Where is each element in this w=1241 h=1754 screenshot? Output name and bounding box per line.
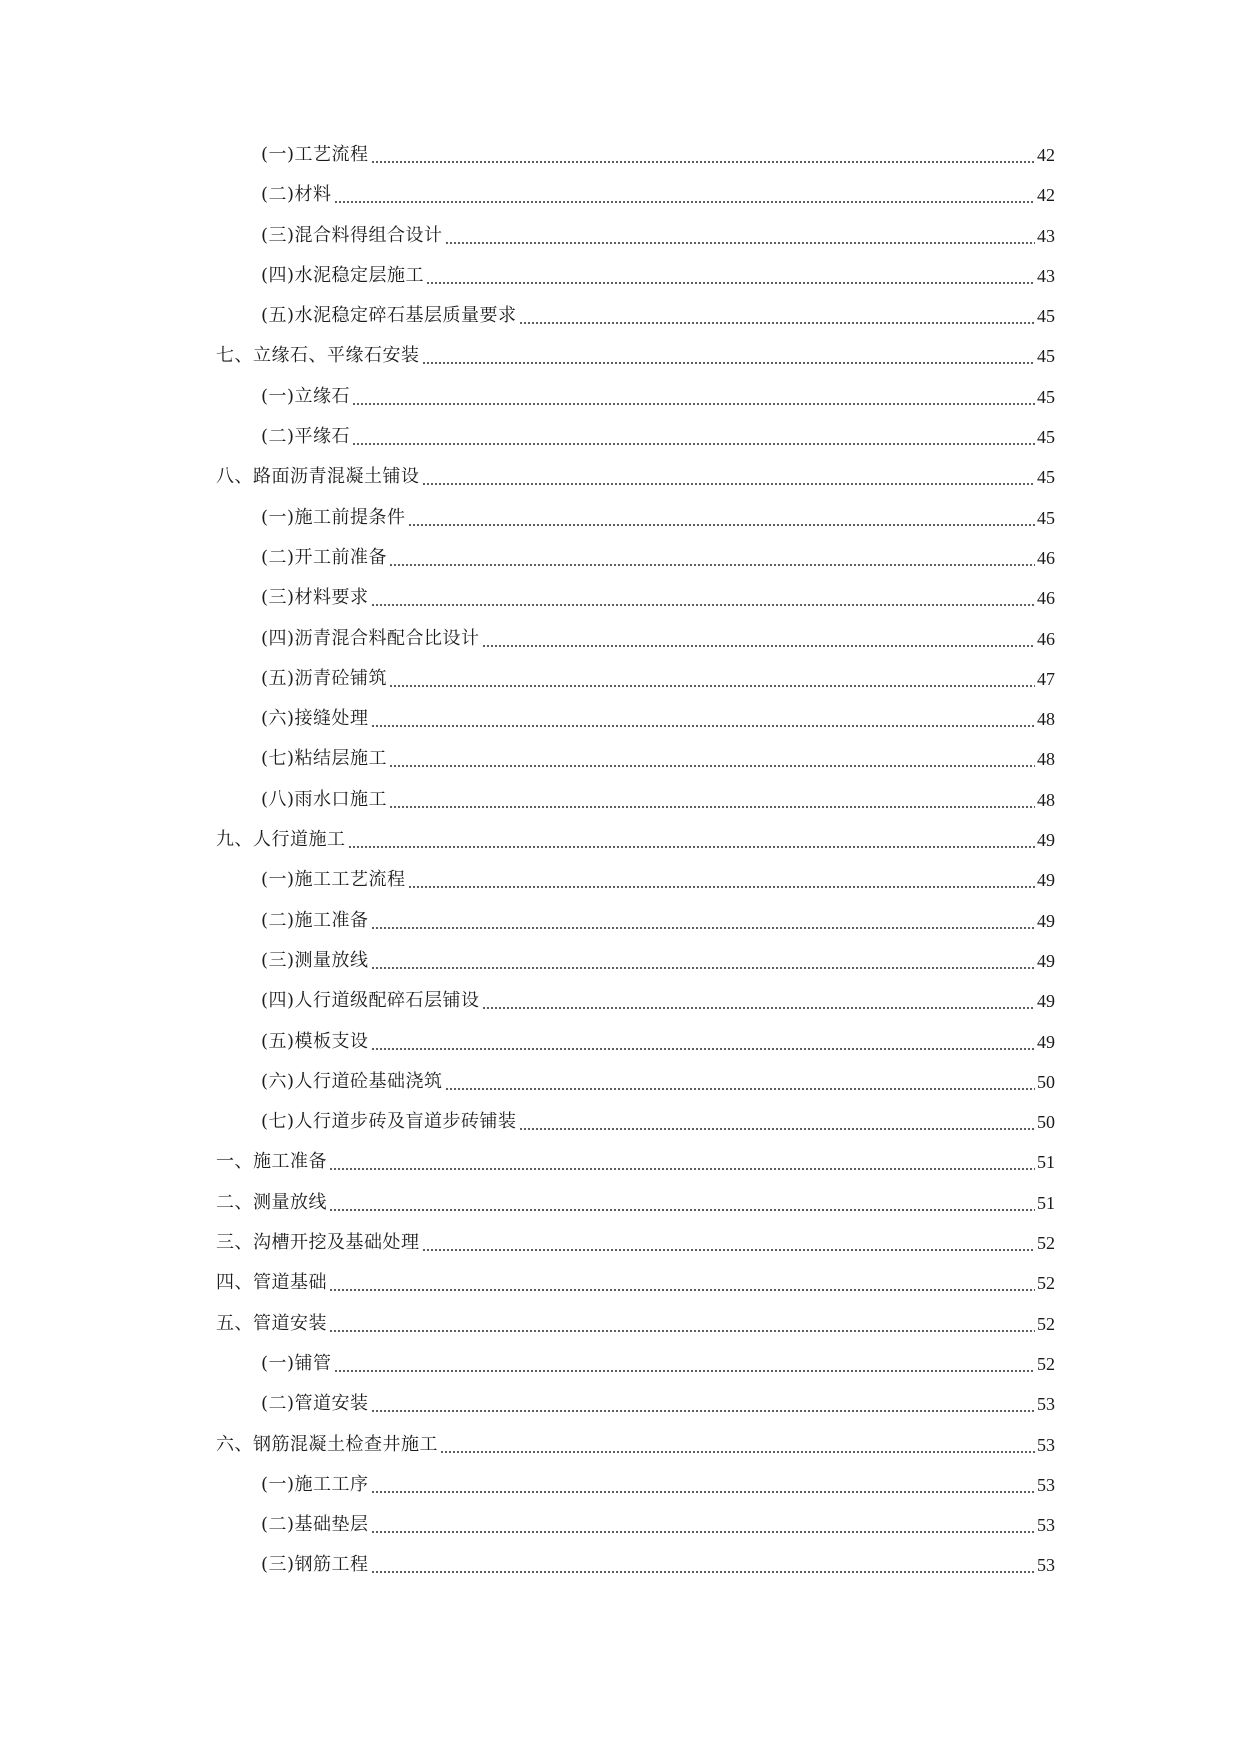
toc-entry-page-number: 45 — [1037, 346, 1055, 367]
toc-entry-title: 七、立缘石、平缘石安装 — [216, 345, 420, 367]
dot-leader — [422, 465, 1036, 489]
toc-entry-title: (二)平缘石 — [261, 426, 351, 448]
dot-leader — [348, 828, 1036, 852]
toc-subsection-entry[interactable] — [0, 868, 1241, 908]
toc-entry-title: (四)人行道级配碎石层铺设 — [261, 990, 480, 1012]
toc-section-entry[interactable] — [0, 1271, 1241, 1311]
toc-subsection-entry[interactable] — [0, 909, 1241, 949]
dot-leader — [440, 1433, 1035, 1457]
toc-entry-page-number: 43 — [1037, 225, 1055, 246]
dot-leader — [389, 546, 1035, 570]
dot-leader — [329, 1191, 1035, 1215]
toc-entry-page-number: 49 — [1037, 991, 1055, 1012]
dot-leader — [371, 949, 1035, 973]
dot-leader — [329, 1271, 1035, 1295]
toc-entry-page-number: 50 — [1037, 1112, 1055, 1133]
toc-entry-page-number: 53 — [1037, 1515, 1055, 1536]
toc-entry-page-number: 53 — [1037, 1474, 1055, 1495]
toc-entry-title: (五)水泥稳定碎石基层质量要求 — [261, 305, 517, 327]
toc-entry-page-number: 49 — [1037, 910, 1055, 931]
dot-leader — [422, 1231, 1036, 1255]
toc-entry-title: (一)施工工艺流程 — [261, 869, 406, 891]
toc-section-entry[interactable] — [0, 1433, 1241, 1473]
toc-subsection-entry[interactable] — [0, 546, 1241, 586]
toc-entry-page-number: 45 — [1037, 467, 1055, 488]
dot-leader — [519, 304, 1035, 328]
toc-subsection-entry[interactable] — [0, 506, 1241, 546]
toc-entry-page-number: 53 — [1037, 1434, 1055, 1455]
toc-entry-page-number: 49 — [1037, 1031, 1055, 1052]
dot-leader — [389, 788, 1035, 812]
dot-leader — [422, 344, 1036, 368]
toc-subsection-entry[interactable] — [0, 989, 1241, 1029]
toc-entry-title: (七)粘结层施工 — [261, 748, 388, 770]
toc-entry-title: (一)施工前提条件 — [261, 506, 406, 528]
toc-entry-title: (一)立缘石 — [261, 385, 351, 407]
toc-entry-page-number: 52 — [1037, 1313, 1055, 1334]
dot-leader — [371, 1392, 1035, 1416]
toc-subsection-entry[interactable] — [0, 747, 1241, 787]
toc-section-entry[interactable] — [0, 1231, 1241, 1271]
toc-entry-page-number: 43 — [1037, 265, 1055, 286]
toc-subsection-entry[interactable] — [0, 143, 1241, 183]
toc-entry-page-number: 51 — [1037, 1152, 1055, 1173]
toc-section-entry[interactable] — [0, 1312, 1241, 1352]
toc-entry-title: (五)沥青砼铺筑 — [261, 667, 388, 689]
toc-entry-title: (八)雨水口施工 — [261, 788, 388, 810]
toc-entry-title: 六、钢筋混凝土检查井施工 — [216, 1433, 438, 1455]
toc-section-entry[interactable] — [0, 465, 1241, 505]
toc-entry-page-number: 46 — [1037, 628, 1055, 649]
toc-entry-title: 九、人行道施工 — [216, 829, 346, 851]
toc-entry-title: (三)钢筋工程 — [261, 1554, 369, 1576]
toc-entry-page-number: 45 — [1037, 386, 1055, 407]
toc-entry-title: 一、施工准备 — [216, 1151, 327, 1173]
toc-subsection-entry[interactable] — [0, 627, 1241, 667]
toc-entry-title: (三)测量放线 — [261, 949, 369, 971]
dot-leader — [389, 667, 1035, 691]
toc-entry-page-number: 48 — [1037, 709, 1055, 730]
toc-entry-page-number: 48 — [1037, 749, 1055, 770]
dot-leader — [426, 264, 1035, 288]
toc-subsection-entry[interactable] — [0, 304, 1241, 344]
dot-leader — [371, 1513, 1035, 1537]
table-of-contents — [0, 143, 1241, 1594]
toc-section-entry[interactable] — [0, 828, 1241, 868]
toc-entry-title: (二)管道安装 — [261, 1393, 369, 1415]
toc-entry-title: (六)接缝处理 — [261, 708, 369, 730]
dot-leader — [352, 385, 1035, 409]
dot-leader — [329, 1312, 1035, 1336]
dot-leader — [482, 627, 1035, 651]
dot-leader — [334, 1352, 1035, 1376]
toc-subsection-entry[interactable] — [0, 224, 1241, 264]
toc-entry-title: (七)人行道步砖及盲道步砖铺装 — [261, 1111, 517, 1133]
dot-leader — [371, 1553, 1035, 1577]
toc-entry-page-number: 49 — [1037, 950, 1055, 971]
toc-entry-page-number: 45 — [1037, 427, 1055, 448]
toc-entry-page-number: 52 — [1037, 1233, 1055, 1254]
toc-entry-page-number: 42 — [1037, 185, 1055, 206]
toc-entry-page-number: 47 — [1037, 668, 1055, 689]
toc-entry-title: (四)水泥稳定层施工 — [261, 264, 425, 286]
toc-entry-page-number: 45 — [1037, 507, 1055, 528]
toc-subsection-entry[interactable] — [0, 264, 1241, 304]
toc-entry-page-number: 49 — [1037, 830, 1055, 851]
toc-entry-page-number: 45 — [1037, 306, 1055, 327]
toc-subsection-entry[interactable] — [0, 1513, 1241, 1553]
toc-subsection-entry[interactable] — [0, 425, 1241, 465]
toc-entry-title: (三)材料要求 — [261, 587, 369, 609]
toc-subsection-entry[interactable] — [0, 1392, 1241, 1432]
toc-entry-title: 八、路面沥青混凝土铺设 — [216, 466, 420, 488]
toc-section-entry[interactable] — [0, 1191, 1241, 1231]
toc-entry-title: (六)人行道砼基础浇筑 — [261, 1070, 443, 1092]
toc-section-entry[interactable] — [0, 1150, 1241, 1190]
toc-entry-title: (五)模板支设 — [261, 1030, 369, 1052]
toc-subsection-entry[interactable] — [0, 1110, 1241, 1150]
toc-subsection-entry[interactable] — [0, 183, 1241, 223]
toc-entry-title: (二)基础垫层 — [261, 1514, 369, 1536]
toc-entry-title: (一)铺管 — [261, 1352, 332, 1374]
toc-entry-title: (一)工艺流程 — [261, 144, 369, 165]
toc-subsection-entry[interactable] — [0, 1473, 1241, 1513]
toc-subsection-entry[interactable] — [0, 667, 1241, 707]
dot-leader — [445, 224, 1035, 248]
toc-entry-title: (四)沥青混合料配合比设计 — [261, 627, 480, 649]
dot-leader — [329, 1150, 1035, 1174]
toc-subsection-entry[interactable] — [0, 586, 1241, 626]
dot-leader — [371, 1473, 1035, 1497]
toc-entry-page-number: 49 — [1037, 870, 1055, 891]
toc-section-entry[interactable] — [0, 344, 1241, 384]
dot-leader — [334, 183, 1035, 207]
toc-entry-title: (二)材料 — [261, 184, 332, 206]
toc-entry-page-number: 42 — [1037, 145, 1055, 165]
dot-leader — [371, 909, 1035, 933]
dot-leader — [352, 425, 1035, 449]
toc-entry-title: (二)开工前准备 — [261, 546, 388, 568]
toc-subsection-entry[interactable] — [0, 1030, 1241, 1070]
toc-entry-title: 四、管道基础 — [216, 1272, 327, 1294]
dot-leader — [482, 989, 1035, 1013]
dot-leader — [519, 1110, 1035, 1134]
dot-leader — [408, 506, 1035, 530]
dot-leader — [445, 1070, 1035, 1094]
dot-leader — [389, 747, 1035, 771]
toc-entry-title: 二、测量放线 — [216, 1191, 327, 1213]
toc-entry-page-number: 52 — [1037, 1353, 1055, 1374]
toc-subsection-entry[interactable] — [0, 385, 1241, 425]
toc-entry-title: 三、沟槽开挖及基础处理 — [216, 1232, 420, 1254]
dot-leader — [408, 868, 1035, 892]
toc-entry-page-number: 51 — [1037, 1192, 1055, 1213]
dot-leader — [371, 1030, 1035, 1054]
toc-entry-page-number: 53 — [1037, 1555, 1055, 1576]
toc-entry-page-number: 50 — [1037, 1071, 1055, 1092]
dot-leader — [371, 707, 1035, 731]
toc-subsection-entry[interactable] — [0, 1070, 1241, 1110]
toc-subsection-entry[interactable] — [0, 949, 1241, 989]
toc-entry-title: (一)施工工序 — [261, 1473, 369, 1495]
toc-entry-title: (三)混合料得组合设计 — [261, 224, 443, 246]
toc-entry-page-number: 46 — [1037, 547, 1055, 568]
toc-subsection-entry[interactable] — [0, 788, 1241, 828]
toc-entry-page-number: 53 — [1037, 1394, 1055, 1415]
toc-entry-page-number: 48 — [1037, 789, 1055, 810]
toc-entry-page-number: 52 — [1037, 1273, 1055, 1294]
dot-leader — [371, 586, 1035, 610]
toc-entry-title: (二)施工准备 — [261, 909, 369, 931]
toc-entry-page-number: 46 — [1037, 588, 1055, 609]
toc-entry-title: 五、管道安装 — [216, 1312, 327, 1334]
toc-subsection-entry[interactable] — [0, 707, 1241, 747]
toc-subsection-entry[interactable] — [0, 1553, 1241, 1593]
dot-leader — [371, 143, 1035, 167]
toc-subsection-entry[interactable] — [0, 1352, 1241, 1392]
